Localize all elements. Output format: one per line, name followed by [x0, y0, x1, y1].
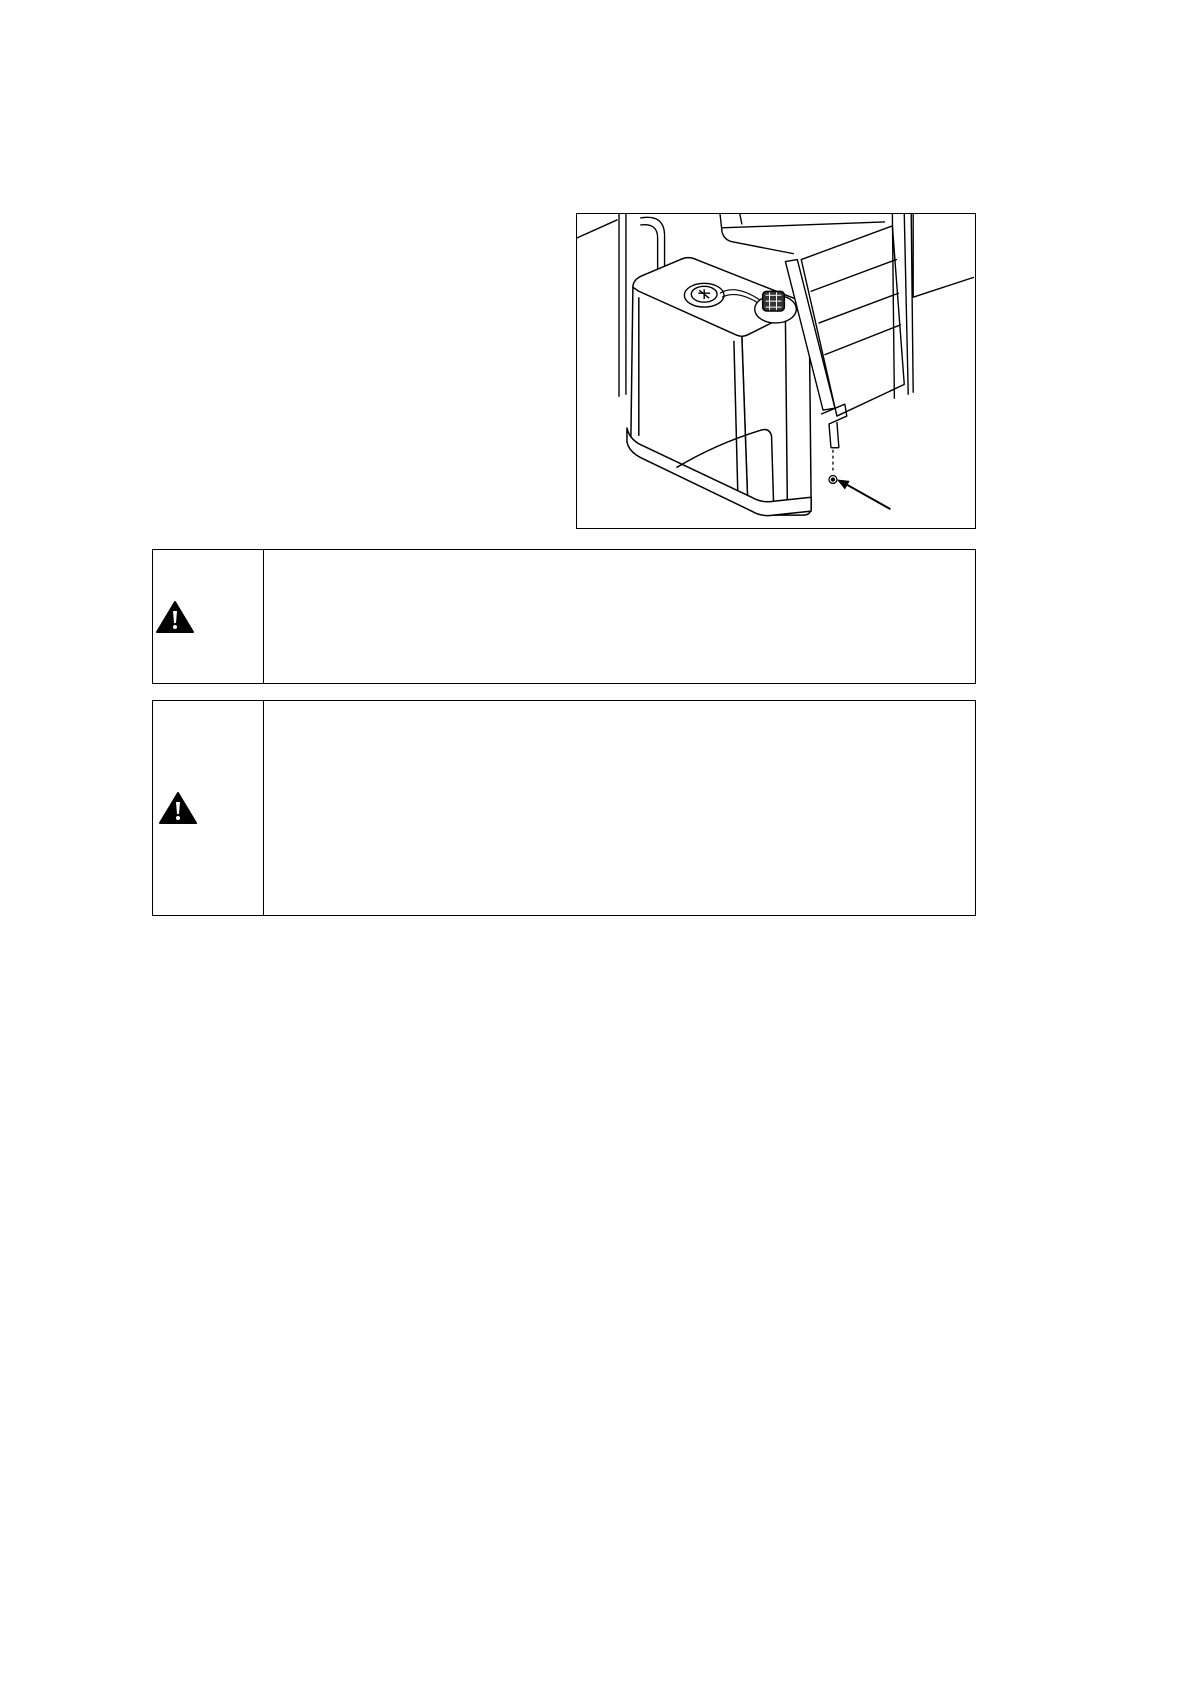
warning-text-area: [264, 701, 975, 915]
warning-triangle-icon: [159, 791, 197, 825]
warning-triangle-icon: [156, 600, 194, 634]
drain-plug: [829, 450, 837, 484]
tank-drawing: [577, 214, 974, 527]
warning-box: [152, 700, 976, 916]
warning-box: [152, 549, 976, 684]
warning-text-area: [264, 550, 975, 683]
warning-icon-cell: [153, 550, 264, 683]
tank-illustration: [576, 213, 976, 529]
warning-icon-cell: [153, 701, 264, 915]
arrow-icon: [837, 479, 890, 509]
filler-cap: [684, 283, 724, 307]
